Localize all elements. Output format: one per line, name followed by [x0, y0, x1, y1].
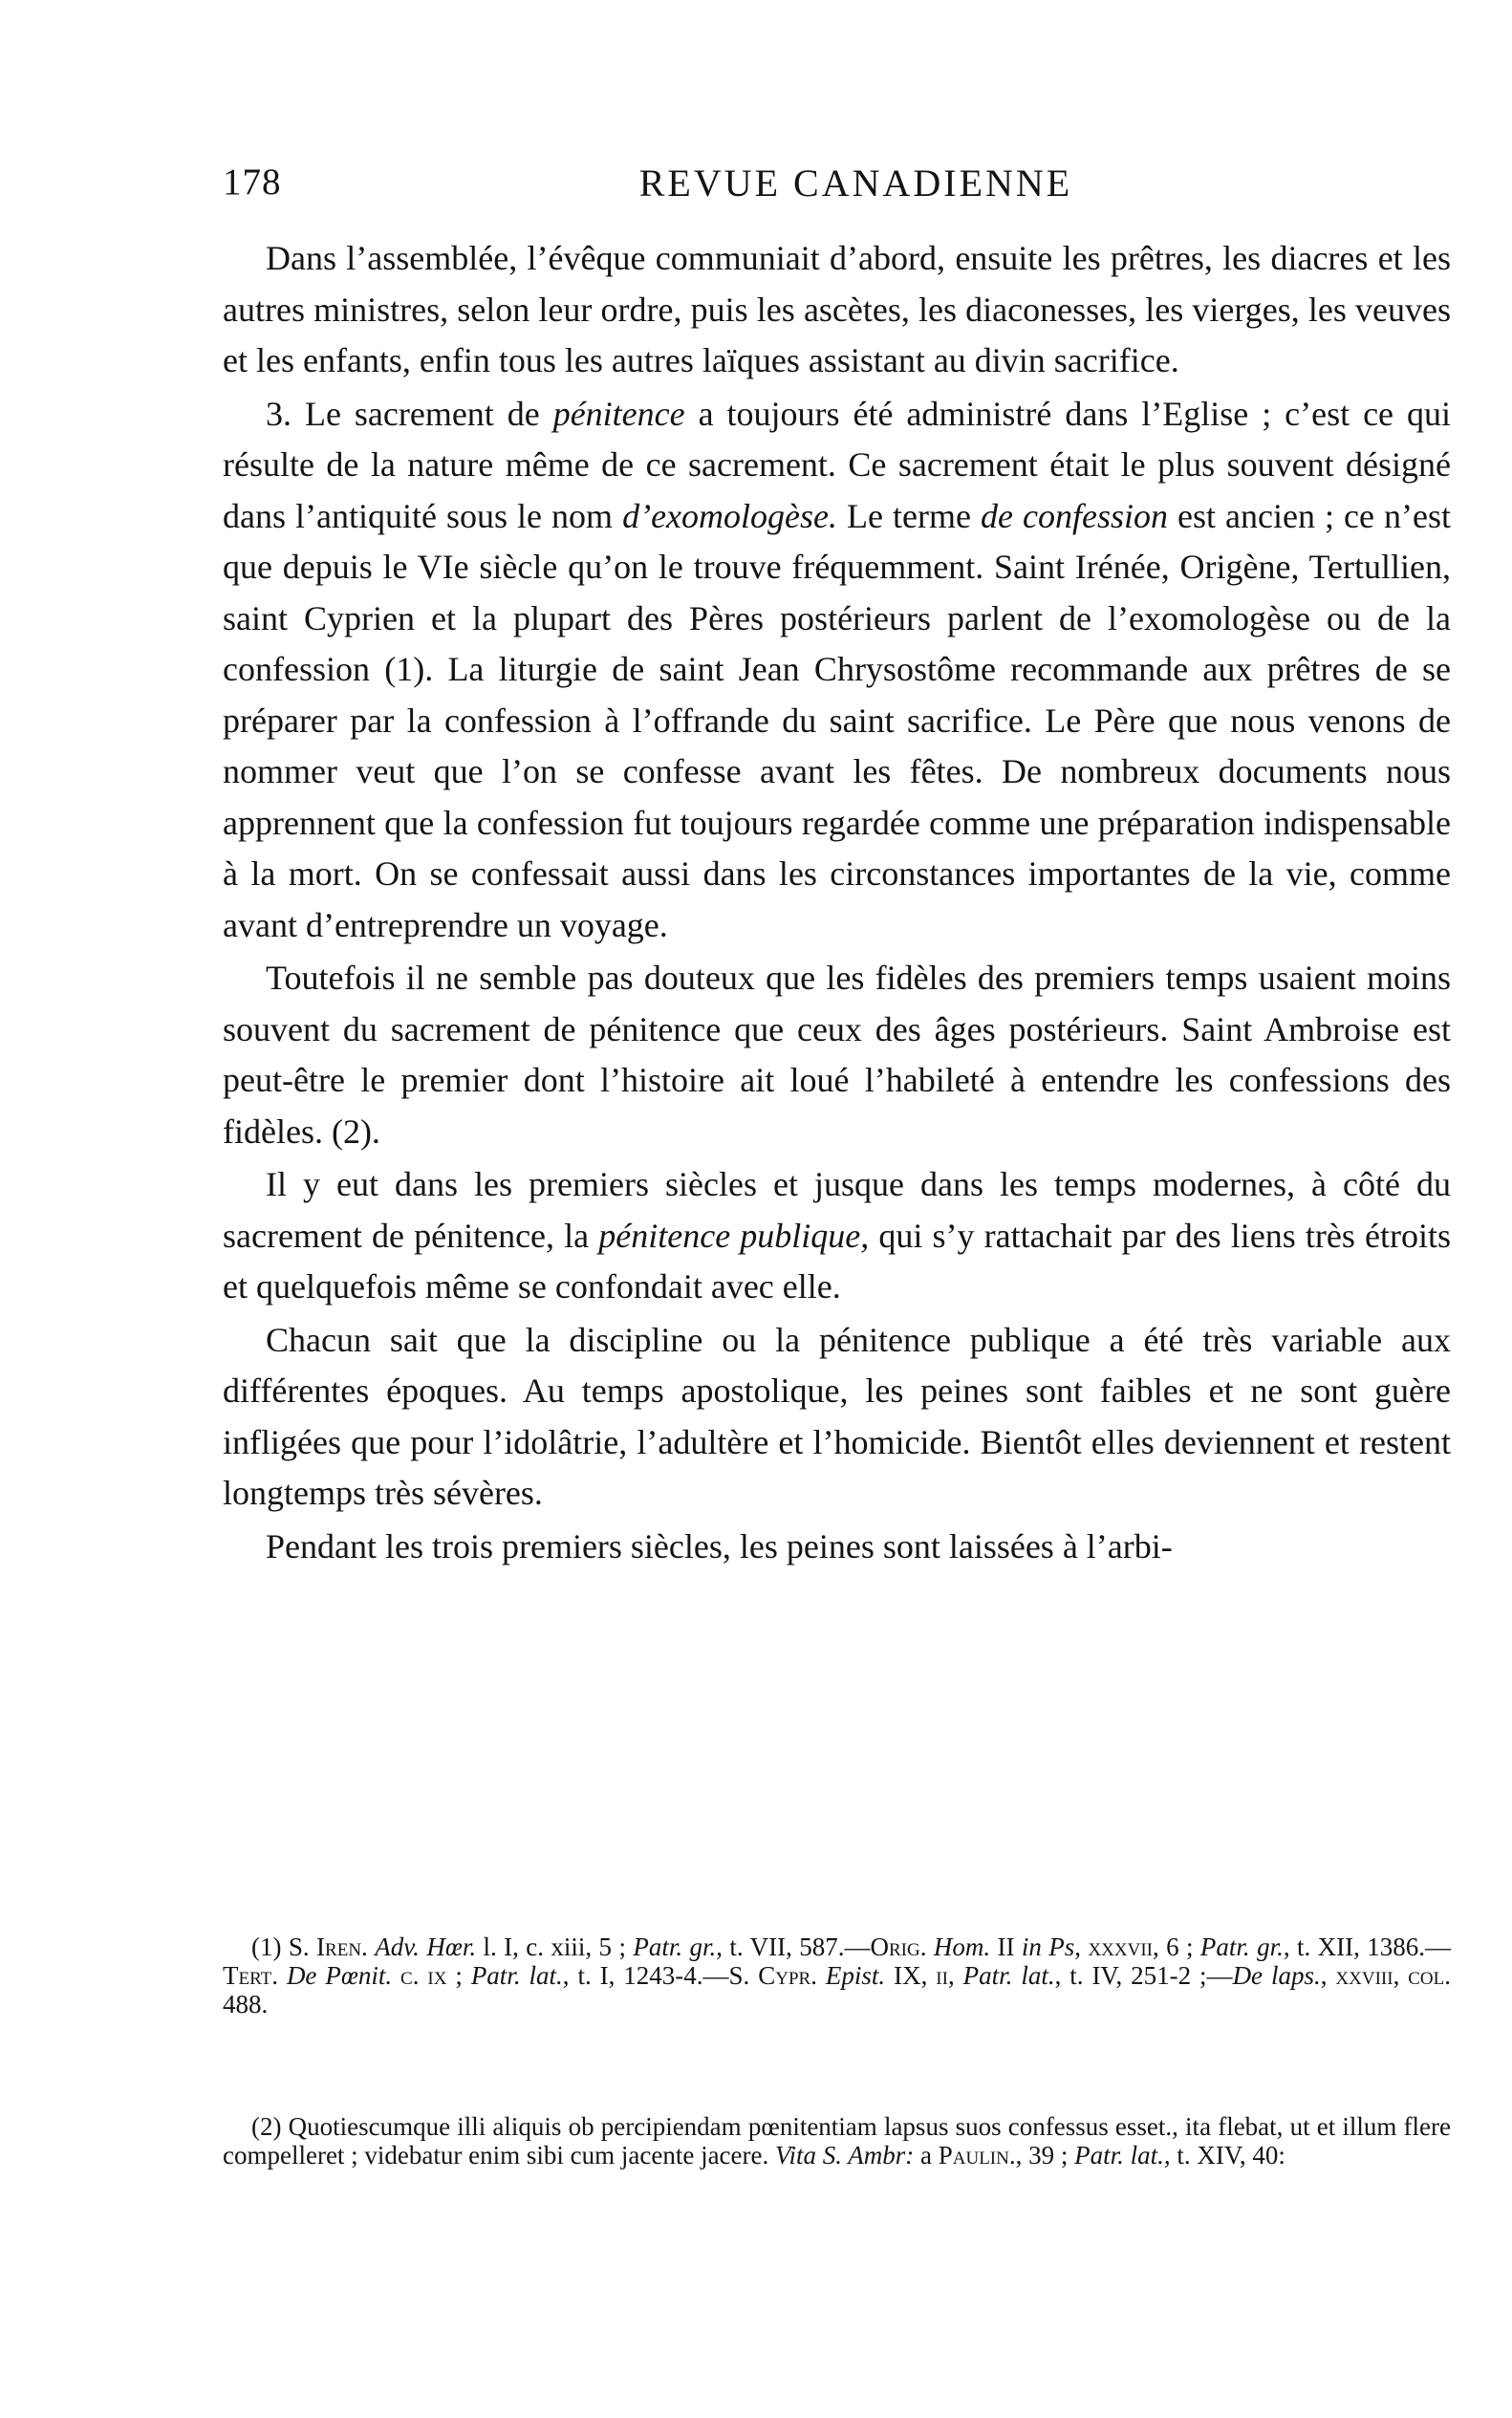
fn-work: Vita S. Ambr: [775, 2141, 915, 2170]
page-header [223, 153, 1451, 210]
text-run: a toujours été administré dans l’Eglise ; c’est ce qui résulte de la nature même de ce sacrement. Ce sacrement était le plus souvent désigné dans l’antiquité sous le nom [223, 394, 1451, 535]
fn-work: De laps. [1232, 1961, 1321, 1990]
fn-work: Hom. [933, 1932, 991, 1961]
fn-text: II [990, 1932, 1022, 1961]
paragraph-communion-order: Dans l’assemblée, l’évêque communiait d’abord, ensuite les prêtres, les diacres et les autres ministres, selon leur ordre, puis les ascètes, les diaconesses, les vierges, les veuves et les enfants, enfin tous les autres laïques assistant au divin sacrifice. [223, 239, 1451, 379]
fn-text [278, 1961, 287, 1990]
fn-text: a [914, 2141, 939, 2170]
fn-author: Paulin. [938, 2141, 1016, 2170]
italic-run: pénitence [552, 394, 685, 433]
fn-author: Iren. [316, 1932, 368, 1961]
footnote-1 [223, 1932, 1451, 2019]
fn-text: , xxviii, col. 488. [223, 1961, 1452, 2019]
italic-run: pénitence publique, [598, 1216, 870, 1255]
fn-text: l. I, c. xiii, 5 ; [476, 1932, 634, 1961]
fn-text [926, 1932, 933, 1961]
fn-work: De Pœnit. [286, 1961, 393, 1990]
fn-text: c. ix ; [392, 1961, 471, 1990]
fn-text: (2) Quotiescumque illi aliquis ob percipiendam pœnitentiam lapsus suos confessus esset., ita flebat, ut et illum flere compelleret ; videbatur enim sibi cum jacente jacere. [223, 2112, 1451, 2170]
fn-work: in Ps [1021, 1932, 1075, 1961]
fn-text: , t. XII, 1386.— [1283, 1932, 1452, 1961]
fn-text: , t. I, 1243-4.—S. [562, 1961, 759, 1990]
fn-text: , t. XIV, 40: [1163, 2141, 1285, 2170]
fn-text: , 39 ; [1015, 2141, 1075, 2170]
fn-work: Patr. gr. [633, 1932, 717, 1961]
text-run: est ancien ; ce n’est que depuis le VIe siècle qu’on le trouve fréquemment. Saint Irénée, Origène, Tertullien, saint Cyprien et la plupart des Pères postérieurs parlent de l’exomologèse ou de la confession (1). La liturgie de saint Jean Chrysostôme recommande aux prêtres de se préparer par la confession à l’offrande du saint sacrifice. Le Père que nous venons de nommer veut que l’on se confesse avant les fêtes. De nombreux documents nous apprennent que la confession fut toujours regardée comme une préparation indispensable à la mort. On se confessait aussi dans les circonstances importantes de la vie, comme avant d’entreprendre un voyage. [223, 496, 1451, 944]
fn-text: , t. VII, 587.— [716, 1932, 871, 1961]
fn-work: Adv. Hœr. [375, 1932, 477, 1961]
italic-run: de confession [981, 496, 1168, 535]
fn-work: Epist. [825, 1961, 886, 1990]
fn-text: (1) S. [251, 1932, 317, 1961]
paragraph-toutefois: Toutefois il ne semble pas douteux que les fidèles des premiers temps usaient moins souvent du sacrement de pénitence que ceux des âges postérieurs. Saint Ambroise est peut-être le premier dont l’histoire ait loué l’habileté à entendre les confessions des fidèles. (2). [223, 959, 1451, 1151]
paragraph-penitence [223, 389, 1451, 952]
fn-work: Patr. lat. [470, 1961, 563, 1990]
footnote-1-text [223, 1932, 1451, 2019]
paragraph-penitence-publique [223, 1159, 1451, 1313]
fn-text: , t. IV, 251-2 ;— [1054, 1961, 1233, 1990]
fn-work: Patr. gr. [1199, 1932, 1284, 1961]
fn-work: Patr. lat. [962, 1961, 1055, 1990]
paragraph-discipline: Chacun sait que la discipline ou la pénitence publique a été très variable aux différentes époques. Au temps apostolique, les peines sont faibles et ne sont guère infligées que pour l’idolâtrie, l’adultère et l’homicide. Bientôt elles deviennent et restent longtemps très sévères. [223, 1320, 1451, 1512]
paragraph-trois-siecles: Pendant les trois premiers siècles, les peines sont laissées à l’arbi- [266, 1526, 1173, 1565]
text-run: Il y eut dans les premiers siècles et jusque dans les temps modernes, à côté du sacrement de pénitence, la [223, 1165, 1451, 1255]
fn-text: , xxxvii, 6 ; [1074, 1932, 1200, 1961]
footnote-2 [223, 2112, 1451, 2170]
fn-author: Tert. [223, 1961, 278, 1990]
fn-author: Orig. [870, 1932, 927, 1961]
body-text [223, 233, 1451, 1572]
footnote-2-text [223, 2112, 1451, 2170]
page-number: 178 [223, 162, 282, 203]
running-head: REVUE CANADIENNE [638, 162, 1073, 205]
fn-author: Cypr. [758, 1961, 817, 1990]
fn-text [817, 1961, 826, 1990]
text-run: qui s’y rattachait par des liens très étroits et quelquefois même se confondait avec elle. [223, 1216, 1451, 1306]
fn-work: Patr. lat. [1074, 2141, 1164, 2170]
fn-text: IX, ii, [885, 1961, 963, 1990]
text-run: Le terme [837, 496, 981, 535]
italic-run: d’exomologèse. [622, 496, 837, 535]
text-run: 3. Le sacrement de [266, 394, 553, 433]
